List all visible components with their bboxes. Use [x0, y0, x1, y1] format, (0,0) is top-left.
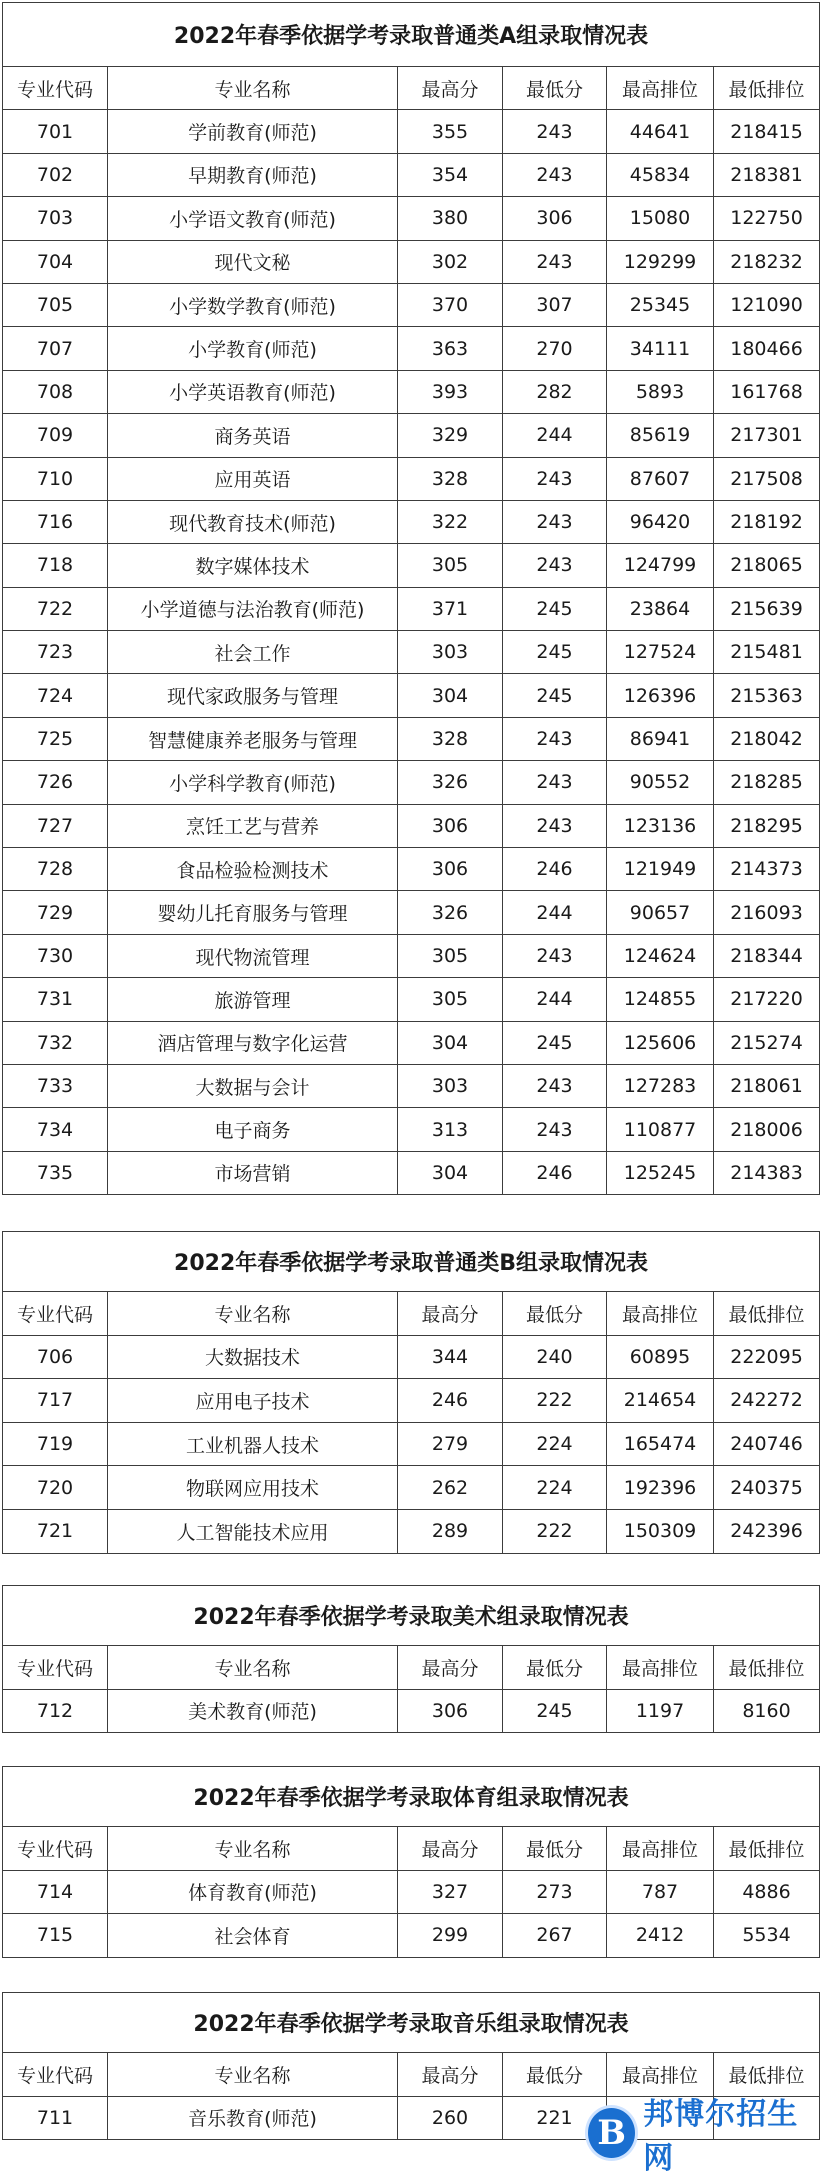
- table-cell: 45834: [607, 153, 714, 196]
- table-cell: 218381: [714, 153, 820, 196]
- table-cell: 现代教育技术(师范): [108, 500, 398, 543]
- table-row: [3, 370, 820, 413]
- table-cell: 303: [398, 1064, 503, 1107]
- table-cell: 242272: [714, 1379, 820, 1423]
- table-cell: 烹饪工艺与营养: [108, 804, 398, 847]
- table-cell: 218232: [714, 240, 820, 283]
- table-cell: 730: [3, 934, 108, 977]
- admission-table: [2, 1585, 819, 1733]
- table-cell: 217220: [714, 978, 820, 1021]
- score-table: [2, 1766, 820, 1958]
- table-cell: 717: [3, 1379, 108, 1423]
- table-cell: 音乐教育(师范): [108, 2096, 398, 2140]
- table-row: [3, 1422, 820, 1466]
- table-title: 2022年春季依据学考录取音乐组录取情况表: [3, 1993, 820, 2053]
- table-cell: 218061: [714, 1064, 820, 1107]
- table-cell: 329: [398, 414, 503, 457]
- column-header: 专业代码: [3, 1292, 108, 1336]
- table-cell: 326: [398, 761, 503, 804]
- table-cell: 215274: [714, 1021, 820, 1064]
- table-cell: 723: [3, 631, 108, 674]
- table-cell: 学前教育(师范): [108, 110, 398, 153]
- table-cell: 旅游管理: [108, 978, 398, 1021]
- table-row: [3, 1689, 820, 1733]
- table-cell: 酒店管理与数字化运营: [108, 1021, 398, 1064]
- table-cell: 224: [503, 1422, 607, 1466]
- table-cell: 270: [503, 327, 607, 370]
- table-cell: 260: [398, 2096, 503, 2140]
- column-header: 专业名称: [108, 1646, 398, 1690]
- header-row: [3, 1827, 820, 1871]
- table-cell: 304: [398, 674, 503, 717]
- table-row: [3, 283, 820, 326]
- table-cell: 326: [398, 891, 503, 934]
- table-cell: 306: [398, 1689, 503, 1733]
- table-cell: 127524: [607, 631, 714, 674]
- table-cell: 现代家政服务与管理: [108, 674, 398, 717]
- table-cell: 243: [503, 934, 607, 977]
- table-cell: 126396: [607, 674, 714, 717]
- table-cell: 289: [398, 1509, 503, 1553]
- table-cell: 304: [398, 1021, 503, 1064]
- table-cell: 719: [3, 1422, 108, 1466]
- table-row: [3, 631, 820, 674]
- table-cell: 246: [503, 1151, 607, 1194]
- table-cell: 715: [3, 1914, 108, 1958]
- table-cell: 243: [503, 544, 607, 587]
- table-cell: 710: [3, 457, 108, 500]
- table-cell: 243: [503, 1108, 607, 1151]
- table-cell: 215481: [714, 631, 820, 674]
- table-cell: 724: [3, 674, 108, 717]
- table-cell: 8160: [714, 1689, 820, 1733]
- table-cell: 731: [3, 978, 108, 1021]
- table-cell: 216093: [714, 891, 820, 934]
- table-row: [3, 110, 820, 153]
- table-title: 2022年春季依据学考录取普通类B组录取情况表: [3, 1232, 820, 1292]
- table-cell: 245: [503, 1689, 607, 1733]
- table-cell: 355: [398, 110, 503, 153]
- column-header: 最低分: [503, 1646, 607, 1690]
- table-cell: 小学道德与法治教育(师范): [108, 587, 398, 630]
- table-row: [3, 327, 820, 370]
- column-header: 最低分: [503, 67, 607, 110]
- column-header: 最低排位: [714, 1827, 820, 1871]
- table-cell: 90657: [607, 891, 714, 934]
- table-cell: 34111: [607, 327, 714, 370]
- table-cell: 215363: [714, 674, 820, 717]
- header-row: [3, 1292, 820, 1336]
- column-header: 专业名称: [108, 1827, 398, 1871]
- table-cell: 早期教育(师范): [108, 153, 398, 196]
- table-cell: 大数据技术: [108, 1335, 398, 1379]
- score-table: [2, 1231, 820, 1554]
- table-row: [3, 500, 820, 543]
- table-cell: 306: [398, 848, 503, 891]
- table-row: [3, 804, 820, 847]
- table-cell: 25345: [607, 283, 714, 326]
- table-cell: 90552: [607, 761, 714, 804]
- table-cell: 245: [503, 631, 607, 674]
- logo-text: 邦博尔招生网: [643, 2097, 799, 2176]
- column-header: 专业代码: [3, 1646, 108, 1690]
- header-row: [3, 1646, 820, 1690]
- table-cell: 306: [398, 804, 503, 847]
- table-cell: 244: [503, 978, 607, 1021]
- admission-table: [2, 1766, 819, 1958]
- table-cell: 214373: [714, 848, 820, 891]
- table-cell: 718: [3, 544, 108, 587]
- table-row: [3, 1914, 820, 1958]
- table-cell: 218192: [714, 500, 820, 543]
- column-header: 最高排位: [607, 1646, 714, 1690]
- table-cell: 267: [503, 1914, 607, 1958]
- table-cell: 245: [503, 1021, 607, 1064]
- table-row: [3, 674, 820, 717]
- table-cell: 物联网应用技术: [108, 1466, 398, 1510]
- table-cell: 165474: [607, 1422, 714, 1466]
- table-cell: 127283: [607, 1064, 714, 1107]
- table-cell: 722: [3, 587, 108, 630]
- table-cell: 273: [503, 1870, 607, 1914]
- table-cell: 393: [398, 370, 503, 413]
- table-cell: 数字媒体技术: [108, 544, 398, 587]
- table-row: [3, 1021, 820, 1064]
- logo-b-icon: B: [588, 2108, 635, 2158]
- table-cell: 720: [3, 1466, 108, 1510]
- table-cell: 243: [503, 1064, 607, 1107]
- table-cell: 161768: [714, 370, 820, 413]
- table-cell: 110877: [607, 1108, 714, 1151]
- table-row: [3, 240, 820, 283]
- table-row: [3, 1335, 820, 1379]
- table-cell: 279: [398, 1422, 503, 1466]
- admission-table: [2, 2, 819, 1195]
- table-cell: 243: [503, 110, 607, 153]
- table-cell: 218295: [714, 804, 820, 847]
- table-cell: 社会工作: [108, 631, 398, 674]
- column-header: 专业代码: [3, 67, 108, 110]
- table-cell: 242396: [714, 1509, 820, 1553]
- table-cell: 121090: [714, 283, 820, 326]
- table-cell: 704: [3, 240, 108, 283]
- table-cell: 218415: [714, 110, 820, 153]
- table-cell: 305: [398, 544, 503, 587]
- table-row: [3, 1151, 820, 1194]
- table-title: 2022年春季依据学考录取美术组录取情况表: [3, 1586, 820, 1646]
- table-cell: 现代物流管理: [108, 934, 398, 977]
- table-cell: 224: [503, 1466, 607, 1510]
- column-header: 最高排位: [607, 1827, 714, 1871]
- table-cell: 129299: [607, 240, 714, 283]
- table-cell: 60895: [607, 1335, 714, 1379]
- column-header: 专业代码: [3, 1827, 108, 1871]
- table-cell: 240375: [714, 1466, 820, 1510]
- table-cell: 大数据与会计: [108, 1064, 398, 1107]
- table-cell: 354: [398, 153, 503, 196]
- table-cell: 307: [503, 283, 607, 326]
- table-cell: 222: [503, 1509, 607, 1553]
- header-row: [3, 67, 820, 110]
- table-cell: 商务英语: [108, 414, 398, 457]
- column-header: 最高分: [398, 67, 503, 110]
- column-header: 最低分: [503, 2053, 607, 2097]
- table-cell: 380: [398, 197, 503, 240]
- column-header: 专业名称: [108, 1292, 398, 1336]
- table-cell: 705: [3, 283, 108, 326]
- table-cell: 市场营销: [108, 1151, 398, 1194]
- table-cell: 小学数学教育(师范): [108, 283, 398, 326]
- table-cell: 218042: [714, 717, 820, 760]
- column-header: 最低排位: [714, 2053, 820, 2097]
- table-cell: 282: [503, 370, 607, 413]
- table-cell: 240: [503, 1335, 607, 1379]
- column-header: 最高分: [398, 1827, 503, 1871]
- table-cell: 328: [398, 457, 503, 500]
- table-row: [3, 153, 820, 196]
- table-row: [3, 1466, 820, 1510]
- admission-table: [2, 1231, 819, 1554]
- table-cell: 124624: [607, 934, 714, 977]
- table-row: [3, 1108, 820, 1151]
- table-cell: 现代文秘: [108, 240, 398, 283]
- table-cell: 5534: [714, 1914, 820, 1958]
- table-cell: 327: [398, 1870, 503, 1914]
- table-cell: 243: [503, 240, 607, 283]
- table-cell: 小学语文教育(师范): [108, 197, 398, 240]
- table-cell: 小学教育(师范): [108, 327, 398, 370]
- table-cell: 245: [503, 674, 607, 717]
- table-cell: 246: [398, 1379, 503, 1423]
- table-cell: 262: [398, 1466, 503, 1510]
- table-cell: 2412: [607, 1914, 714, 1958]
- table-cell: 15080: [607, 197, 714, 240]
- column-header: 最高排位: [607, 67, 714, 110]
- table-cell: 85619: [607, 414, 714, 457]
- table-cell: 712: [3, 1689, 108, 1733]
- table-cell: 707: [3, 327, 108, 370]
- table-cell: 703: [3, 197, 108, 240]
- table-cell: 217301: [714, 414, 820, 457]
- table-cell: 218285: [714, 761, 820, 804]
- table-cell: 44641: [607, 110, 714, 153]
- table-cell: 725: [3, 717, 108, 760]
- table-cell: 328: [398, 717, 503, 760]
- table-cell: 121949: [607, 848, 714, 891]
- table-cell: 人工智能技术应用: [108, 1509, 398, 1553]
- table-cell: 87607: [607, 457, 714, 500]
- table-cell: 217508: [714, 457, 820, 500]
- table-cell: 711: [3, 2096, 108, 2140]
- column-header: 最高排位: [607, 2053, 714, 2097]
- column-header: 最高分: [398, 2053, 503, 2097]
- table-row: [3, 1379, 820, 1423]
- table-cell: 727: [3, 804, 108, 847]
- table-row: [3, 197, 820, 240]
- table-cell: 应用电子技术: [108, 1379, 398, 1423]
- column-header: 最低排位: [714, 1292, 820, 1336]
- table-cell: 婴幼儿托育服务与管理: [108, 891, 398, 934]
- table-cell: 706: [3, 1335, 108, 1379]
- column-header: 最高分: [398, 1646, 503, 1690]
- table-cell: 245: [503, 587, 607, 630]
- table-cell: 709: [3, 414, 108, 457]
- table-cell: 215639: [714, 587, 820, 630]
- table-cell: 243: [503, 804, 607, 847]
- table-title: 2022年春季依据学考录取体育组录取情况表: [3, 1767, 820, 1827]
- score-table: [2, 1585, 820, 1733]
- table-cell: 322: [398, 500, 503, 543]
- table-cell: 370: [398, 283, 503, 326]
- column-header: 最高分: [398, 1292, 503, 1336]
- table-cell: 721: [3, 1509, 108, 1553]
- table-row: [3, 891, 820, 934]
- table-cell: 221: [503, 2096, 607, 2140]
- table-row: [3, 934, 820, 977]
- column-header: 专业名称: [108, 2053, 398, 2097]
- column-header: 最低分: [503, 1827, 607, 1871]
- column-header: 最高排位: [607, 1292, 714, 1336]
- table-row: [3, 587, 820, 630]
- table-cell: 180466: [714, 327, 820, 370]
- table-title: 2022年春季依据学考录取普通类A组录取情况表: [3, 3, 820, 67]
- table-cell: 303: [398, 631, 503, 674]
- table-cell: 222: [503, 1379, 607, 1423]
- table-cell: 86941: [607, 717, 714, 760]
- table-cell: 应用英语: [108, 457, 398, 500]
- table-cell: 150309: [607, 1509, 714, 1553]
- table-cell: 726: [3, 761, 108, 804]
- table-cell: 智慧健康养老服务与管理: [108, 717, 398, 760]
- table-row: [3, 761, 820, 804]
- table-cell: 工业机器人技术: [108, 1422, 398, 1466]
- table-cell: 729: [3, 891, 108, 934]
- table-cell: 313: [398, 1108, 503, 1151]
- table-cell: 96420: [607, 500, 714, 543]
- table-cell: 218065: [714, 544, 820, 587]
- table-cell: 305: [398, 978, 503, 1021]
- table-cell: 246: [503, 848, 607, 891]
- column-header: 最低排位: [714, 1646, 820, 1690]
- table-row: [3, 457, 820, 500]
- table-cell: 299: [398, 1914, 503, 1958]
- table-row: [3, 1509, 820, 1553]
- column-header: 最低分: [503, 1292, 607, 1336]
- table-row: [3, 544, 820, 587]
- table-cell: 344: [398, 1335, 503, 1379]
- watermark-logo: [588, 2097, 819, 2176]
- table-cell: 电子商务: [108, 1108, 398, 1151]
- table-cell: 733: [3, 1064, 108, 1107]
- table-cell: 240746: [714, 1422, 820, 1466]
- table-cell: 305: [398, 934, 503, 977]
- table-cell: 食品检验检测技术: [108, 848, 398, 891]
- table-cell: 728: [3, 848, 108, 891]
- table-cell: 244: [503, 414, 607, 457]
- table-cell: 304: [398, 1151, 503, 1194]
- table-cell: 243: [503, 761, 607, 804]
- score-table: [2, 2, 820, 1195]
- table-cell: 702: [3, 153, 108, 196]
- table-row: [3, 1064, 820, 1107]
- column-header: 最低排位: [714, 67, 820, 110]
- table-cell: 243: [503, 153, 607, 196]
- table-cell: 1197: [607, 1689, 714, 1733]
- column-header: 专业代码: [3, 2053, 108, 2097]
- table-cell: 363: [398, 327, 503, 370]
- table-cell: 214383: [714, 1151, 820, 1194]
- table-row: [3, 717, 820, 760]
- table-cell: 714: [3, 1870, 108, 1914]
- table-row: [3, 414, 820, 457]
- table-cell: 787: [607, 1870, 714, 1914]
- table-cell: 244: [503, 891, 607, 934]
- table-cell: 125606: [607, 1021, 714, 1064]
- table-cell: 218006: [714, 1108, 820, 1151]
- table-cell: 23864: [607, 587, 714, 630]
- table-cell: 小学科学教育(师范): [108, 761, 398, 804]
- table-cell: 302: [398, 240, 503, 283]
- table-cell: 小学英语教育(师范): [108, 370, 398, 413]
- table-cell: 5893: [607, 370, 714, 413]
- table-row: [3, 1870, 820, 1914]
- table-cell: 122750: [714, 197, 820, 240]
- table-cell: 192396: [607, 1466, 714, 1510]
- table-cell: 123136: [607, 804, 714, 847]
- table-cell: 4886: [714, 1870, 820, 1914]
- table-cell: 美术教育(师范): [108, 1689, 398, 1733]
- table-cell: 社会体育: [108, 1914, 398, 1958]
- table-cell: 734: [3, 1108, 108, 1151]
- table-cell: 708: [3, 370, 108, 413]
- table-cell: 222095: [714, 1335, 820, 1379]
- table-cell: 124799: [607, 544, 714, 587]
- table-cell: 732: [3, 1021, 108, 1064]
- column-header: 专业名称: [108, 67, 398, 110]
- table-cell: 306: [503, 197, 607, 240]
- table-cell: 701: [3, 110, 108, 153]
- table-row: [3, 848, 820, 891]
- table-cell: 124855: [607, 978, 714, 1021]
- table-cell: 716: [3, 500, 108, 543]
- table-cell: 243: [503, 500, 607, 543]
- table-cell: 125245: [607, 1151, 714, 1194]
- table-cell: 218344: [714, 934, 820, 977]
- table-cell: 735: [3, 1151, 108, 1194]
- table-cell: 243: [503, 457, 607, 500]
- table-cell: 371: [398, 587, 503, 630]
- table-cell: 243: [503, 717, 607, 760]
- table-row: [3, 978, 820, 1021]
- table-cell: 体育教育(师范): [108, 1870, 398, 1914]
- table-cell: 214654: [607, 1379, 714, 1423]
